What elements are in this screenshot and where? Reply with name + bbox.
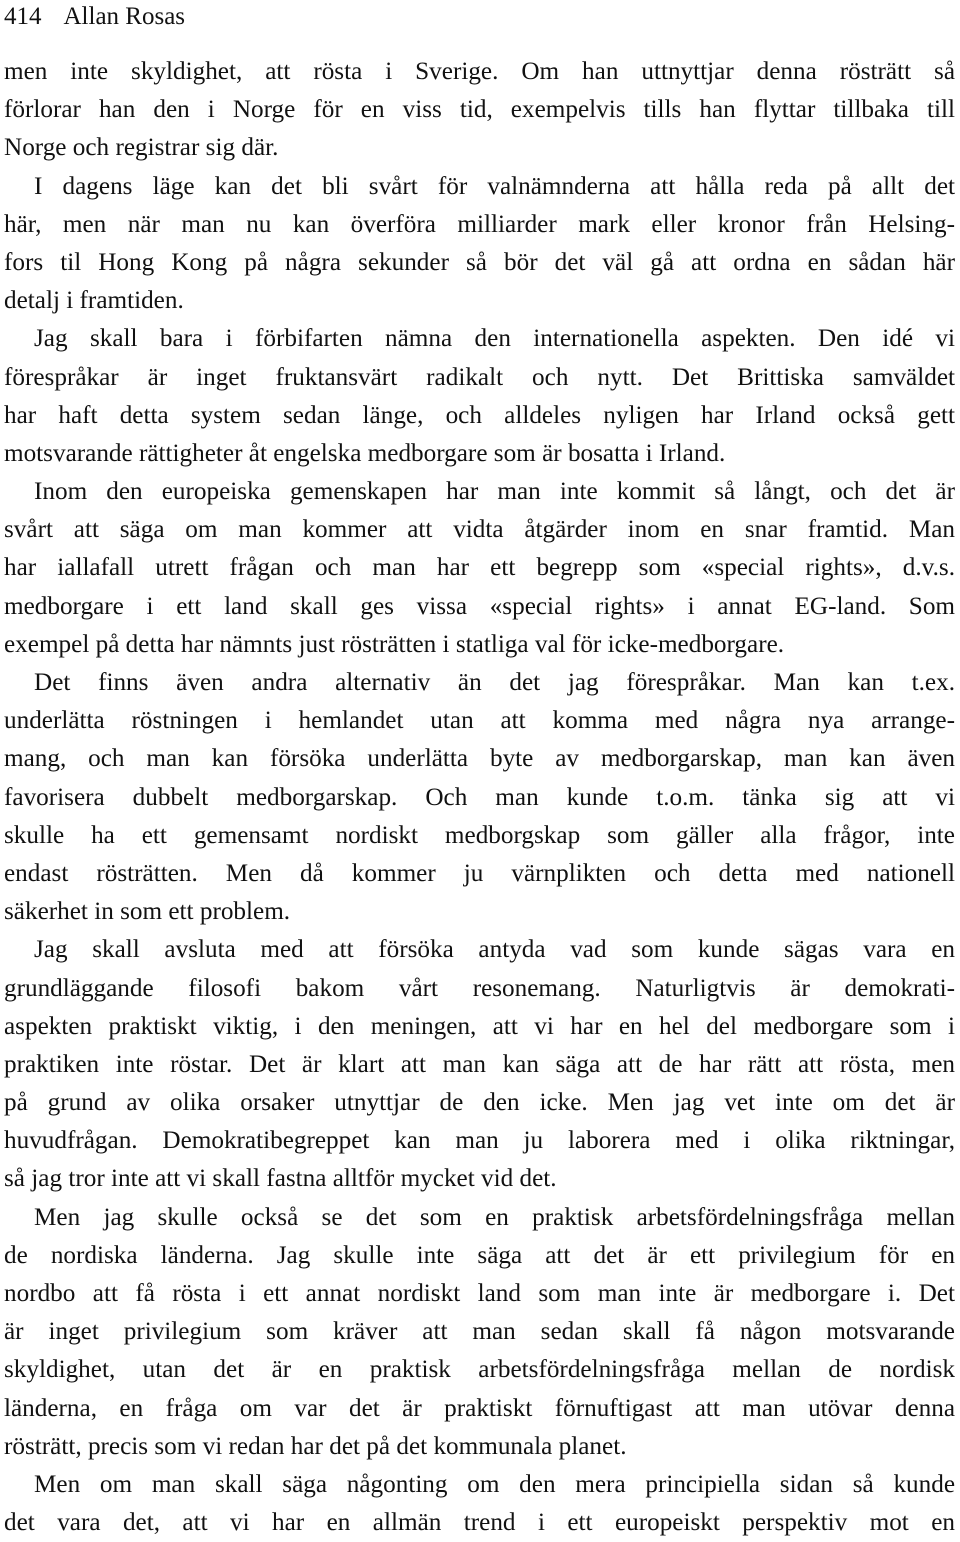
- text-line: huvudfrågan. Demokratibegreppet kan man ju laborera med i olika riktningar,: [4, 1127, 955, 1155]
- text-line: motsvarande rättigheter åt engelska medborgare som är bosatta i Irland.: [4, 439, 726, 467]
- text-line: fors til Hong Kong på några sekunder så bör det väl gå att ordna en sådan här: [4, 248, 955, 276]
- text-line: rösträtt, precis som vi redan har det på det kommunala planet.: [4, 1432, 627, 1460]
- text-line: mang, och man kan försöka underlätta byte av medborgarskap, man kan även: [4, 745, 955, 773]
- text-line: på grund av olika orsaker utnyttjar de den icke. Men jag vet inte om det är: [4, 1089, 955, 1117]
- text-line: det vara det, att vi har en allmän trend i ett europeiskt perspektiv mot en: [4, 1509, 955, 1537]
- text-line: Jag skall bara i förbifarten nämna den internationella aspekten. Den idé vi: [34, 325, 955, 353]
- text-line: är inget privilegium som kräver att man sedan skall få någon motsvarande: [4, 1318, 955, 1346]
- running-header: [4, 0, 185, 34]
- text-line: har iallafall utrett frågan och man har ett begrepp som «special rights», d.v.s.: [4, 554, 955, 582]
- text-line: Men jag skulle också se det som en praktisk arbetsfördelningsfråga mellan: [34, 1203, 955, 1231]
- text-line: länderna, en fråga om var det är praktiskt förnuftigast att man utövar denna: [4, 1394, 955, 1422]
- text-line: Jag skall avsluta med att försöka antyda vad som kunde sägas vara en: [34, 936, 955, 964]
- text-line: exempel på detta har nämnts just rösträtten i statliga val för icke-medborgare.: [4, 630, 785, 658]
- text-line: grundläggande filosofi bakom vårt resonemang. Naturligtvis är demokrati-: [4, 974, 955, 1002]
- running-title: Allan Rosas: [63, 3, 186, 30]
- text-line: detalj i framtiden.: [4, 287, 184, 315]
- text-line: Inom den europeiska gemenskapen har man inte kommit så långt, och det är: [34, 478, 955, 506]
- text-line: skyldighet, utan det är en praktisk arbetsfördelningsfråga mellan de nordisk: [4, 1356, 955, 1384]
- text-line: skulle ha ett gemensamt nordiskt medborgskap som gäller alla frågor, inte: [4, 821, 955, 849]
- text-line: säkerhet in som ett problem.: [4, 898, 291, 926]
- text-line: Men om man skall säga någonting om den mera principiella sidan så kunde: [34, 1470, 955, 1498]
- text-line: I dagens läge kan det bli svårt för valnämnderna att hålla reda på allt det: [34, 172, 955, 200]
- text-line: här, men när man nu kan överföra milliarder mark eller kronor från Helsing-: [4, 210, 955, 238]
- text-line: svårt att säga om man kommer att vidta åtgärder inom en snar framtid. Man: [4, 516, 955, 544]
- text-line: medborgare i ett land skall ges vissa «special rights» i annat EG-land. Som: [4, 592, 955, 620]
- text-line: förlorar han den i Norge för en viss tid, exempelvis tills han flyttar tillbaka till: [4, 96, 955, 124]
- text-line: de nordiska länderna. Jag skulle inte säga att det är ett privilegium för en: [4, 1241, 955, 1269]
- text-line: praktiken inte röstar. Det är klart att man kan säga att de har rätt att rösta, men: [4, 1050, 955, 1078]
- text-line: endast rösträtten. Men då kommer ju värnplikten och detta med nationell: [4, 859, 955, 887]
- page-number: 414: [4, 3, 42, 30]
- text-line: favorisera dubbelt medborgarskap. Och man kunde t.o.m. tänka sig att vi: [4, 783, 955, 811]
- text-line: nordbo att få rösta i ett annat nordiskt land som man inte är medborgare i. Det: [4, 1280, 955, 1307]
- text-line: förespråkar är inget fruktansvärt radikalt och nytt. Det Brittiska samväldet: [4, 363, 955, 391]
- text-line: Norge och registrar sig där.: [4, 134, 279, 162]
- text-line: men inte skyldighet, att rösta i Sverige. Om han uttnyttjar denna rösträtt så: [4, 58, 955, 85]
- text-line: aspekten praktiskt viktig, i den meningen, att vi har en hel del medborgare som i: [4, 1012, 955, 1040]
- text-line: har haft detta system sedan länge, och alldeles nyligen har Irland också gett: [4, 401, 955, 429]
- body-text: [4, 53, 955, 1542]
- text-line: underlätta röstningen i hemlandet utan att komma med några nya arrange-: [4, 707, 955, 735]
- text-line: så jag tror inte att vi skall fastna alltför mycket vid det.: [4, 1165, 557, 1193]
- text-line: Det finns även andra alternativ än det jag förespråkar. Man kan t.ex.: [34, 669, 955, 696]
